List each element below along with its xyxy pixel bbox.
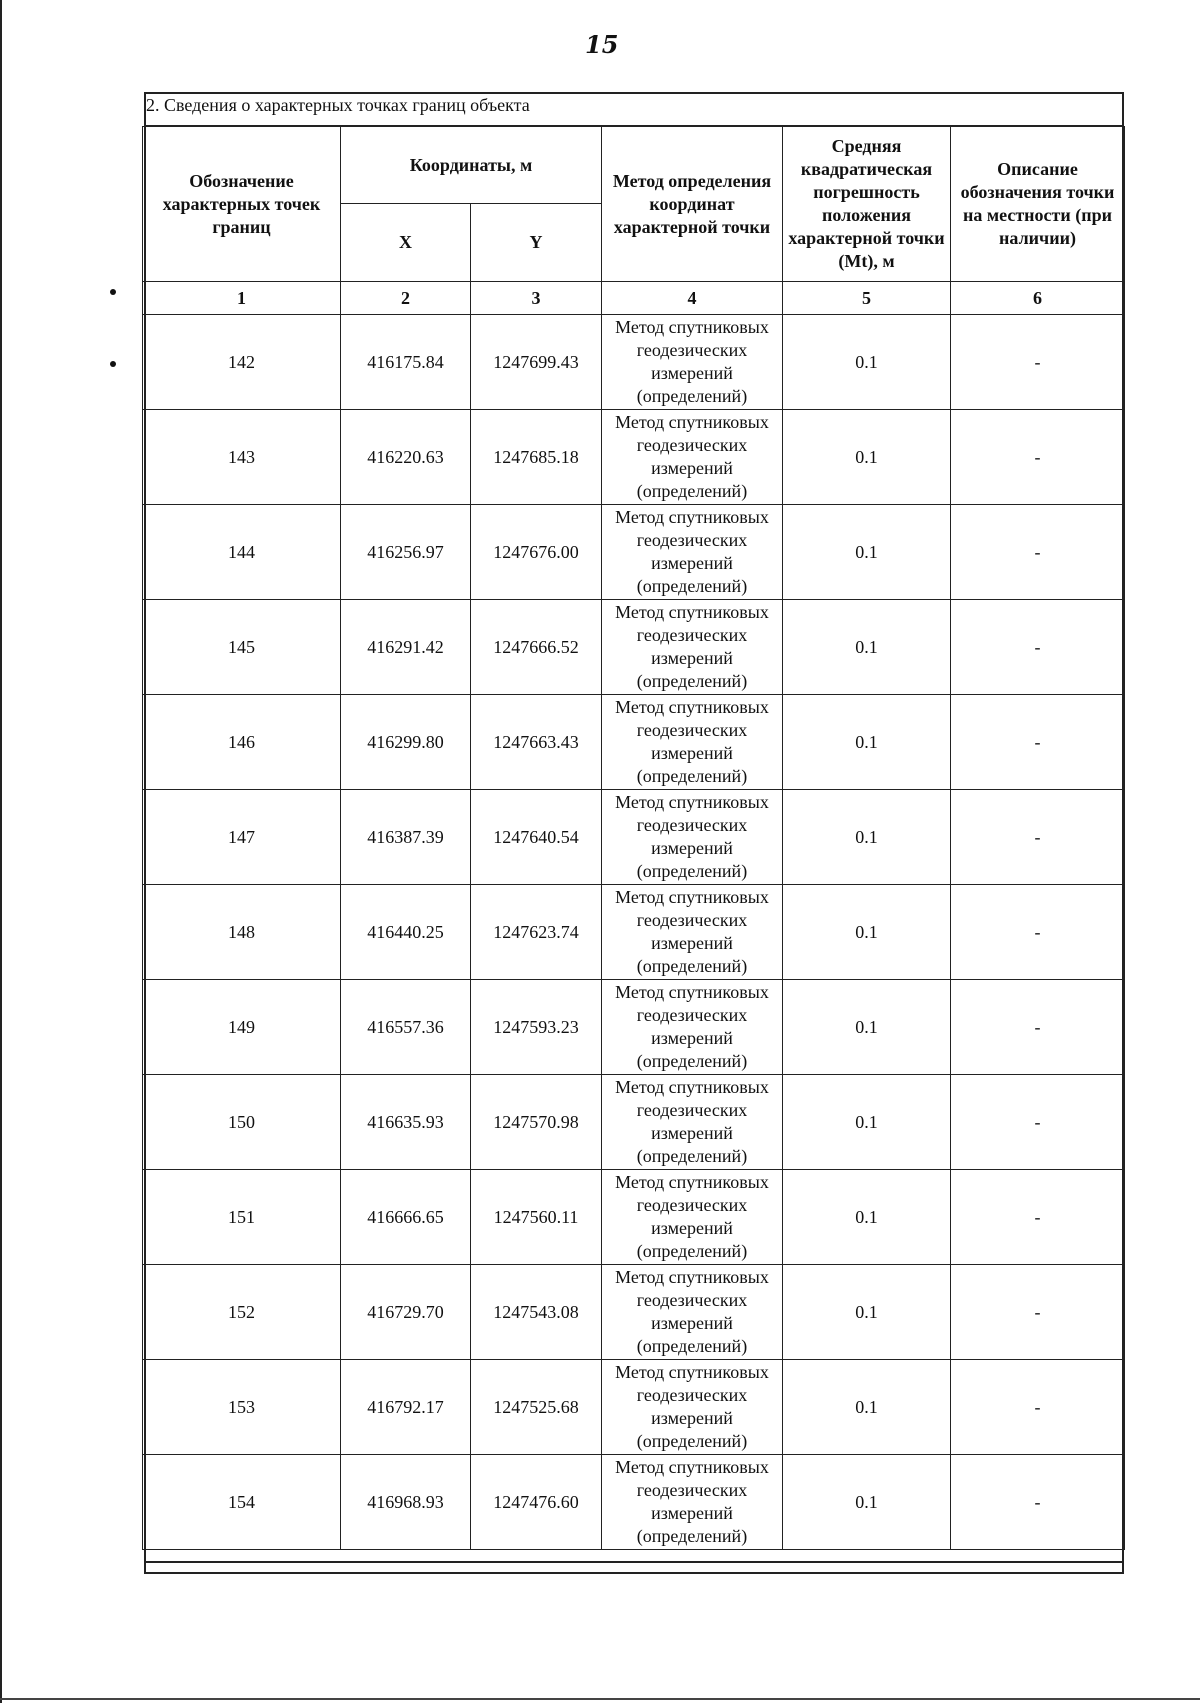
page-edge-left (0, 0, 2, 1703)
point-id-cell: 147 (143, 790, 341, 885)
header-method: Метод определения координат характерной точки (602, 127, 783, 282)
table-row (143, 980, 1125, 1075)
table-row (143, 1265, 1125, 1360)
x-coordinate-cell: 416299.80 (341, 695, 471, 790)
description-cell: - (951, 1170, 1125, 1265)
x-coordinate-cell: 416220.63 (341, 410, 471, 505)
margin-dot (110, 361, 116, 367)
description-cell: - (951, 1455, 1125, 1550)
description-cell: - (951, 885, 1125, 980)
method-cell: Метод спутниковых геодезических измерений (определений) (602, 505, 783, 600)
table-row (143, 1360, 1125, 1455)
column-number: 4 (602, 282, 783, 315)
point-id-cell: 148 (143, 885, 341, 980)
column-number: 3 (471, 282, 602, 315)
table-row (143, 885, 1125, 980)
point-id-cell: 151 (143, 1170, 341, 1265)
point-id-cell: 152 (143, 1265, 341, 1360)
header-coordinates: Координаты, м (341, 127, 602, 204)
margin-dot (110, 289, 116, 295)
table-row (143, 600, 1125, 695)
boundary-points-table (142, 126, 1125, 1550)
header-error: Средняя квадратическая погрешность положения характерной точки (Mt), м (783, 127, 951, 282)
method-cell: Метод спутниковых геодезических измерений (определений) (602, 885, 783, 980)
error-cell: 0.1 (783, 410, 951, 505)
x-coordinate-cell: 416557.36 (341, 980, 471, 1075)
error-cell: 0.1 (783, 885, 951, 980)
method-cell: Метод спутниковых геодезических измерений (определений) (602, 695, 783, 790)
table-row (143, 1455, 1125, 1550)
y-coordinate-cell: 1247525.68 (471, 1360, 602, 1455)
error-cell: 0.1 (783, 315, 951, 410)
y-coordinate-cell: 1247543.08 (471, 1265, 602, 1360)
method-cell: Метод спутниковых геодезических измерений (определений) (602, 410, 783, 505)
point-id-cell: 145 (143, 600, 341, 695)
method-cell: Метод спутниковых геодезических измерений (определений) (602, 980, 783, 1075)
point-id-cell: 142 (143, 315, 341, 410)
x-coordinate-cell: 416291.42 (341, 600, 471, 695)
table-row (143, 1075, 1125, 1170)
method-cell: Метод спутниковых геодезических измерений (определений) (602, 315, 783, 410)
y-coordinate-cell: 1247476.60 (471, 1455, 602, 1550)
y-coordinate-cell: 1247570.98 (471, 1075, 602, 1170)
x-coordinate-cell: 416175.84 (341, 315, 471, 410)
point-id-cell: 144 (143, 505, 341, 600)
column-number: 5 (783, 282, 951, 315)
point-id-cell: 150 (143, 1075, 341, 1170)
page-edge-bottom (0, 1698, 1200, 1700)
header-y: Y (471, 204, 602, 282)
description-cell: - (951, 695, 1125, 790)
table-row (143, 315, 1125, 410)
method-cell: Метод спутниковых геодезических измерений (определений) (602, 1265, 783, 1360)
y-coordinate-cell: 1247623.74 (471, 885, 602, 980)
error-cell: 0.1 (783, 790, 951, 885)
description-cell: - (951, 1265, 1125, 1360)
table-row (143, 1170, 1125, 1265)
column-number: 2 (341, 282, 471, 315)
column-number-row (143, 282, 1125, 315)
table-row (143, 410, 1125, 505)
x-coordinate-cell: 416666.65 (341, 1170, 471, 1265)
y-coordinate-cell: 1247666.52 (471, 600, 602, 695)
description-cell: - (951, 1075, 1125, 1170)
error-cell: 0.1 (783, 1075, 951, 1170)
y-coordinate-cell: 1247685.18 (471, 410, 602, 505)
error-cell: 0.1 (783, 980, 951, 1075)
error-cell: 0.1 (783, 1360, 951, 1455)
x-coordinate-cell: 416968.93 (341, 1455, 471, 1550)
table-row (143, 695, 1125, 790)
point-id-cell: 149 (143, 980, 341, 1075)
description-cell: - (951, 505, 1125, 600)
error-cell: 0.1 (783, 1170, 951, 1265)
x-coordinate-cell: 416729.70 (341, 1265, 471, 1360)
column-number: 6 (951, 282, 1125, 315)
method-cell: Метод спутниковых геодезических измерений (определений) (602, 1360, 783, 1455)
y-coordinate-cell: 1247699.43 (471, 315, 602, 410)
description-cell: - (951, 1360, 1125, 1455)
error-cell: 0.1 (783, 600, 951, 695)
error-cell: 0.1 (783, 1455, 951, 1550)
description-cell: - (951, 315, 1125, 410)
method-cell: Метод спутниковых геодезических измерений (определений) (602, 790, 783, 885)
header-description: Описание обозначения точки на местности (при наличии) (951, 127, 1125, 282)
x-coordinate-cell: 416387.39 (341, 790, 471, 885)
section-title: 2. Сведения о характерных точках границ объекта (146, 95, 530, 115)
header-x: X (341, 204, 471, 282)
x-coordinate-cell: 416792.17 (341, 1360, 471, 1455)
description-cell: - (951, 790, 1125, 885)
x-coordinate-cell: 416440.25 (341, 885, 471, 980)
y-coordinate-cell: 1247663.43 (471, 695, 602, 790)
method-cell: Метод спутниковых геодезических измерений (определений) (602, 1455, 783, 1550)
description-cell: - (951, 980, 1125, 1075)
page-number: 15 (585, 30, 619, 59)
y-coordinate-cell: 1247560.11 (471, 1170, 602, 1265)
y-coordinate-cell: 1247640.54 (471, 790, 602, 885)
column-number: 1 (143, 282, 341, 315)
table-row (143, 505, 1125, 600)
point-id-cell: 154 (143, 1455, 341, 1550)
error-cell: 0.1 (783, 1265, 951, 1360)
table-row (143, 790, 1125, 885)
point-id-cell: 143 (143, 410, 341, 505)
error-cell: 0.1 (783, 505, 951, 600)
x-coordinate-cell: 416635.93 (341, 1075, 471, 1170)
method-cell: Метод спутниковых геодезических измерений (определений) (602, 1075, 783, 1170)
y-coordinate-cell: 1247593.23 (471, 980, 602, 1075)
x-coordinate-cell: 416256.97 (341, 505, 471, 600)
header-designation: Обозначение характерных точек границ (143, 127, 341, 282)
y-coordinate-cell: 1247676.00 (471, 505, 602, 600)
method-cell: Метод спутниковых геодезических измерений (определений) (602, 600, 783, 695)
error-cell: 0.1 (783, 695, 951, 790)
description-cell: - (951, 410, 1125, 505)
point-id-cell: 153 (143, 1360, 341, 1455)
table-footer-divider (144, 1561, 1124, 1563)
point-id-cell: 146 (143, 695, 341, 790)
description-cell: - (951, 600, 1125, 695)
method-cell: Метод спутниковых геодезических измерений (определений) (602, 1170, 783, 1265)
